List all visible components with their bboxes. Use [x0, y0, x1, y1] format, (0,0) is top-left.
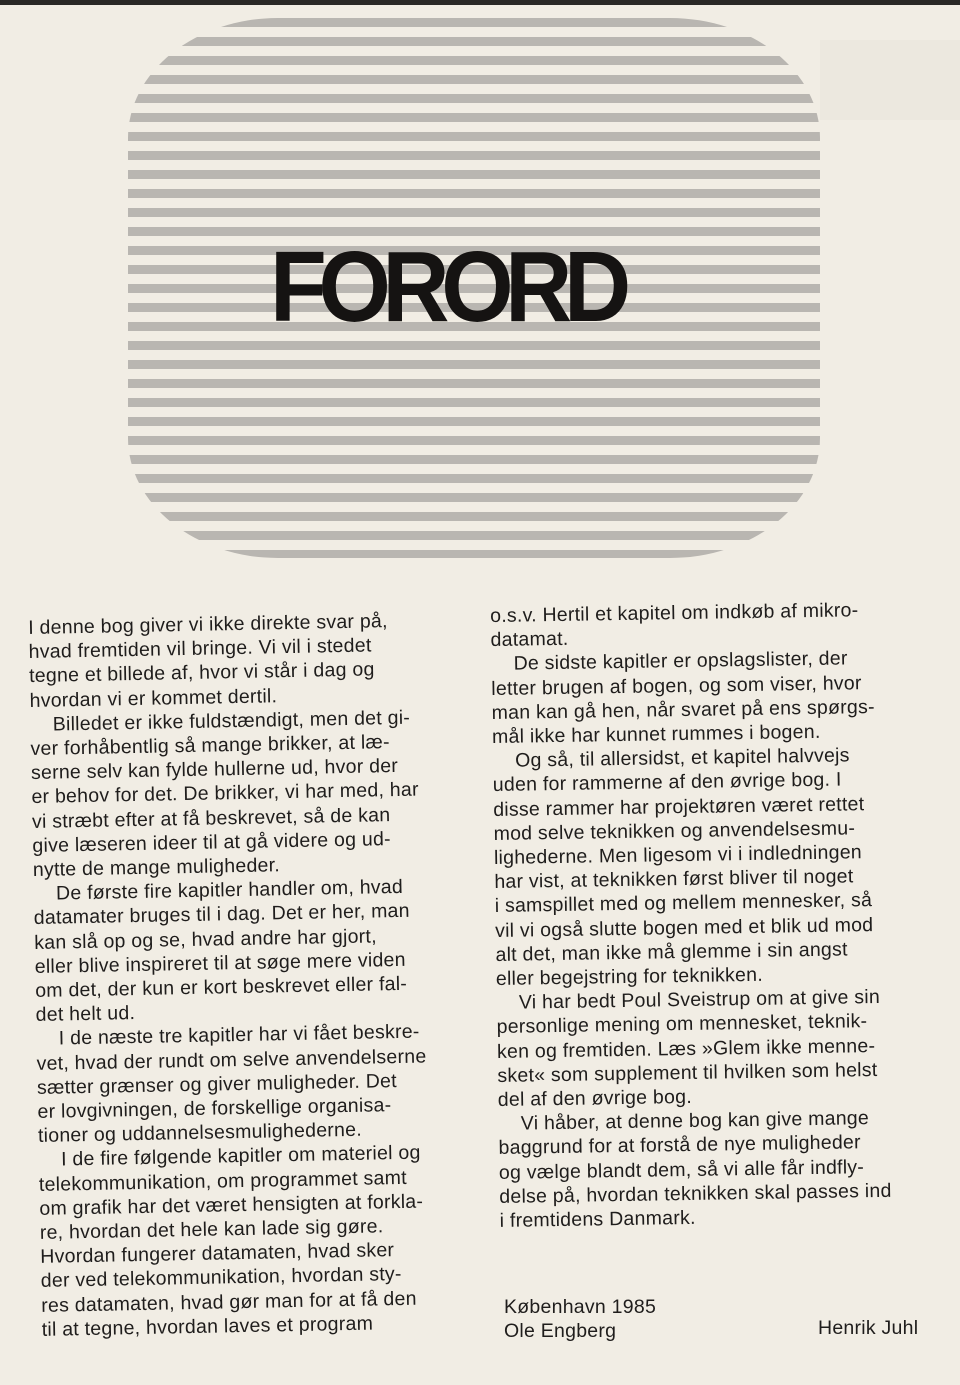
- text-line: det helt ud.: [35, 1002, 136, 1027]
- text-line: man kan gå hen, når svaret på ens spørgs-: [491, 695, 875, 724]
- text-line: uden for rammerne af den øvrige bog. I: [492, 768, 842, 797]
- text-line: telekommunikation, om programmet samt: [38, 1166, 408, 1196]
- text-line: mod selve teknikken og anvendelsesmu-: [493, 817, 856, 845]
- text-line: sætter grænser og giver muligheder. Det: [36, 1069, 398, 1099]
- author-name-right: Henrik Juhl: [818, 1317, 919, 1339]
- left-text-column: [28, 608, 482, 1342]
- text-line: I de næste tre kapitler har vi fået beskre-: [35, 1021, 420, 1051]
- text-line: De sidste kapitler er opslagslister, der: [490, 647, 848, 676]
- signature-block-right: [818, 1316, 918, 1340]
- text-line: nytte de mange muligheder.: [32, 854, 281, 881]
- text-line: Hvordan fungerer datamaten, hvad sker: [40, 1239, 395, 1269]
- text-line: ver forhåbentlig så mange brikker, at læ-: [30, 731, 390, 760]
- top-rule: [0, 0, 960, 5]
- place-date: København 1985: [504, 1296, 657, 1318]
- text-line: om det, der kun er kort beskrevet eller fal-: [34, 972, 408, 1002]
- text-line: De første fire kapitler handler om, hvad: [33, 876, 404, 906]
- text-line: om grafik har det været hensigten at forkla-: [39, 1190, 424, 1220]
- page-title: FORORD: [270, 231, 623, 343]
- author-name-left: Ole Engberg: [504, 1320, 617, 1343]
- text-line: res datamaten, hvad gør man for at få den: [41, 1287, 417, 1317]
- text-line: ken og fremtiden. Læs »Glem ikke menne-: [496, 1034, 876, 1063]
- text-line: serne selv kan fylde hullerne ud, hvor der: [30, 755, 399, 785]
- text-line: tegne et billede af, hvor vi står i dag og: [28, 658, 375, 688]
- text-line: sket« som supplement til hvilken som helst: [497, 1058, 878, 1087]
- text-line: delse på, hvordan teknikken skal passes ind: [499, 1179, 892, 1208]
- text-line: datamater bruges til i dag. Det er her, man: [33, 900, 410, 930]
- text-line: I denne bog giver vi ikke direkte svar på,: [28, 610, 388, 639]
- text-line: Billedet er ikke fuldstændigt, men det gi-: [29, 706, 411, 736]
- text-line: vil vi også slutte bogen med et blik ud mod: [494, 913, 874, 942]
- page-shade: [820, 40, 960, 120]
- text-line: Og så, til allersidst, et kapitel halvvejs: [492, 744, 850, 773]
- text-line: er lovgivningen, de forskellige organisa-: [37, 1094, 392, 1123]
- text-line: har vist, at teknikken først bliver til noget: [494, 865, 854, 894]
- text-line: vet, hvad der rundt om selve anvendelserne: [36, 1045, 427, 1075]
- text-line: vi stræbt efter at få beskrevet, så de kan: [31, 803, 391, 833]
- text-line: alt det, man ikke må glemme i sin angst: [495, 938, 848, 966]
- text-line: hvordan vi er kommet dertil.: [29, 684, 278, 712]
- text-line: disse rammer har projektøren været rettet: [493, 792, 865, 821]
- text-line: datamat.: [490, 627, 569, 652]
- text-line: kan slå op og se, hvad andre har gjort,: [34, 925, 377, 954]
- text-line: til at tegne, hvordan laves et program: [41, 1312, 374, 1341]
- text-line: Vi håber, at denne bog kan give mange: [497, 1107, 870, 1136]
- text-line: del af den øvrige bog.: [497, 1085, 693, 1111]
- text-line: Vi har bedt Poul Sveistrup om at give sin: [496, 986, 881, 1015]
- text-line: mål ikke har kunnet rummes i bogen.: [491, 720, 821, 748]
- text-line: o.s.v. Hertil et kapitel om indkøb af mikro-: [490, 599, 859, 627]
- text-line: re, hvordan det hele kan lade sig gøre.: [39, 1215, 384, 1244]
- text-line: letter brugen af bogen, og som viser, hvor: [491, 671, 862, 700]
- text-line: er behov for det. De brikker, vi har med, har: [31, 778, 419, 809]
- text-line: i fremtidens Danmark.: [499, 1206, 696, 1233]
- text-line: der ved telekommunikation, hvordan sty-: [40, 1263, 402, 1293]
- text-line: eller begejstring for teknikken.: [495, 963, 764, 990]
- text-line: tioner og uddannelsesmulighederne.: [37, 1118, 363, 1148]
- right-text-column: [490, 597, 940, 1233]
- text-line: hvad fremtiden vil bringe. Vi vil i stedet: [28, 634, 372, 664]
- text-line: give læseren ideer til at gå videre og ud-: [32, 827, 392, 857]
- text-line: baggrund for at forstå de nye muligheder: [498, 1131, 861, 1160]
- text-line: I de fire følgende kapitler om materiel og: [38, 1142, 421, 1172]
- text-line: lighederne. Men ligesom vi i indledningen: [493, 841, 863, 869]
- text-line: og vælge blandt dem, så vi alle får indfly-: [498, 1155, 865, 1184]
- text-line: i samspillet med og mellem mennesker, så: [494, 889, 873, 918]
- signature-block-left: [504, 1295, 656, 1343]
- text-line: personlige mening om mennesket, teknik-: [496, 1010, 868, 1039]
- text-line: eller blive inspireret til at søge mere viden: [34, 948, 406, 978]
